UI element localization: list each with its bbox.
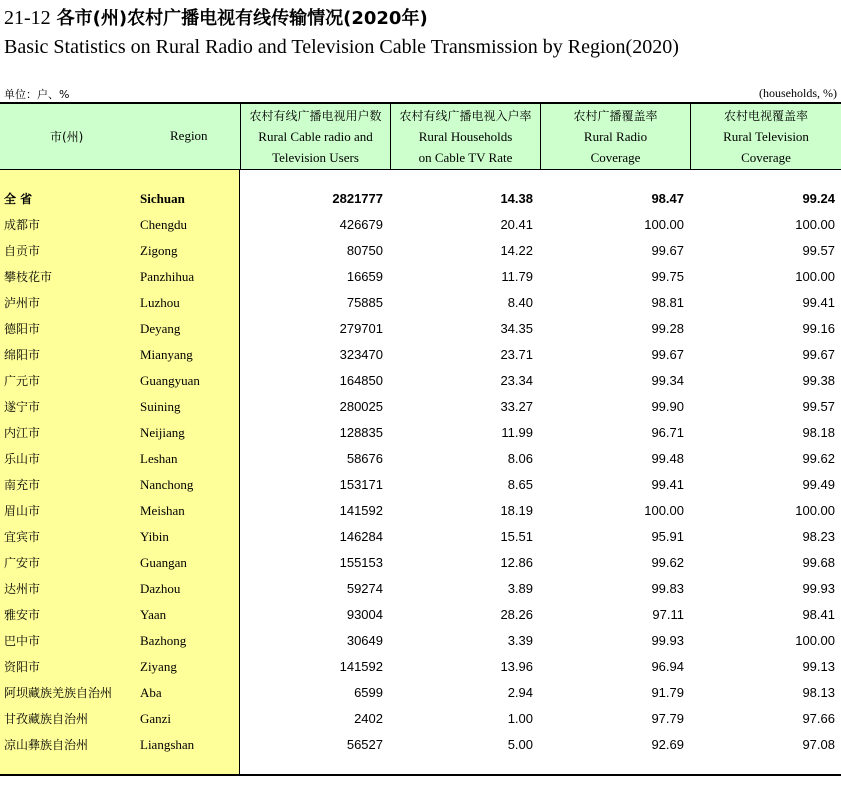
table-row (0, 550, 841, 576)
tv-coverage-value: 98.13 (802, 685, 835, 700)
radio-coverage-value: 91.79 (651, 685, 684, 700)
cable-rate-value: 34.35 (500, 321, 533, 336)
region-name-cn: 乐山市 (4, 452, 41, 466)
region-name-cn: 资阳市 (4, 660, 41, 674)
cable-users-value: 59274 (346, 581, 383, 596)
tv-coverage-value: 97.66 (802, 711, 835, 726)
header-tv-coverage-en2: Coverage (741, 149, 791, 165)
region-name-en: Neijiang (140, 425, 185, 440)
radio-coverage-value: 92.69 (651, 737, 684, 752)
region-name-cn: 凉山彝族自治州 (4, 738, 89, 752)
radio-coverage-value: 99.34 (651, 373, 684, 388)
tv-coverage-value: 98.41 (802, 607, 835, 622)
header-cable-rate (390, 104, 540, 169)
header-radio-coverage (540, 104, 690, 169)
header-cable-users-en2: Television Users (272, 149, 359, 165)
region-name-en: Yaan (140, 607, 167, 622)
radio-coverage-value: 100.00 (644, 503, 684, 518)
radio-coverage-value: 99.93 (651, 633, 684, 648)
region-name-cn: 巴中市 (4, 634, 41, 648)
table-row (0, 472, 841, 498)
cable-rate-value: 33.27 (500, 399, 533, 414)
radio-coverage-value: 99.28 (651, 321, 684, 336)
cable-users-value: 6599 (354, 685, 383, 700)
region-name-cn: 绵阳市 (4, 348, 41, 362)
region-name-en: Guangan (140, 555, 187, 570)
region-name-en: Sichuan (140, 191, 185, 206)
cable-rate-value: 3.89 (507, 581, 533, 596)
tv-coverage-value: 100.00 (795, 269, 835, 284)
header-tv-coverage-cn: 农村电视覆盖率 (723, 108, 808, 123)
radio-coverage-value: 98.47 (651, 191, 684, 206)
region-name-cn: 攀枝花市 (4, 270, 53, 284)
table-row (0, 342, 841, 368)
header-cable-rate-cn: 农村有线广播电视入户率 (399, 108, 532, 123)
cable-rate-value: 23.71 (500, 347, 533, 362)
table-row (0, 290, 841, 316)
region-name-en: Ziyang (140, 659, 177, 674)
table-title-en: Basic Statistics on Rural Radio and Television Cable Transmission by Region(2020) (4, 36, 679, 58)
table-row (0, 316, 841, 342)
table-row (0, 576, 841, 602)
cable-users-value: 146284 (339, 529, 383, 544)
table-title-cn (4, 4, 428, 30)
cable-users-value: 164850 (339, 373, 383, 388)
radio-coverage-value: 100.00 (644, 217, 684, 232)
unit-label-en: (households, %) (759, 86, 837, 100)
cable-rate-value: 8.06 (507, 451, 533, 466)
tv-coverage-value: 100.00 (795, 633, 835, 648)
radio-coverage-value: 95.91 (651, 529, 684, 544)
tv-coverage-value: 99.41 (802, 295, 835, 310)
cable-rate-value: 15.51 (500, 529, 533, 544)
region-name-en: Dazhou (140, 581, 181, 596)
unit-label-cn: 单位：户、% (4, 88, 70, 101)
header-radio-coverage-en2: Coverage (590, 149, 641, 165)
region-name-cn: 广元市 (4, 374, 41, 388)
table-row (0, 264, 841, 290)
region-name-en: Chengdu (140, 217, 187, 232)
header-cable-users (240, 104, 390, 169)
cable-rate-value: 8.65 (507, 477, 533, 492)
tv-coverage-value: 99.13 (802, 659, 835, 674)
header-cable-rate-en2: on Cable TV Rate (418, 149, 513, 165)
region-name-en: Bazhong (140, 633, 187, 648)
cable-rate-value: 20.41 (500, 217, 533, 232)
region-name-cn: 南充市 (4, 478, 41, 492)
radio-coverage-value: 96.71 (651, 425, 684, 440)
radio-coverage-value: 99.62 (651, 555, 684, 570)
region-name-en: Suining (140, 399, 181, 414)
region-name-en: Deyang (140, 321, 181, 336)
tv-coverage-value: 99.49 (802, 477, 835, 492)
cable-users-value: 426679 (339, 217, 383, 232)
table-row (0, 498, 841, 524)
tv-coverage-value: 99.93 (802, 581, 835, 596)
tv-coverage-value: 99.16 (802, 321, 835, 336)
region-name-cn: 达州市 (4, 582, 41, 596)
table-row (0, 706, 841, 732)
tv-coverage-value: 100.00 (795, 217, 835, 232)
tv-coverage-value: 100.00 (795, 503, 835, 518)
tv-coverage-value: 99.67 (802, 347, 835, 362)
cable-rate-value: 1.00 (507, 711, 533, 726)
cable-rate-value: 13.96 (500, 659, 533, 674)
tv-coverage-value: 99.57 (802, 399, 835, 414)
table-row (0, 368, 841, 394)
header-cable-users-cn: 农村有线广播电视用户数 (249, 108, 382, 123)
cable-rate-value: 14.22 (500, 243, 533, 258)
table-row (0, 420, 841, 446)
region-name-cn: 成都市 (4, 218, 41, 232)
region-name-cn: 遂宁市 (4, 400, 41, 414)
radio-coverage-value: 99.90 (651, 399, 684, 414)
radio-coverage-value: 99.41 (651, 477, 684, 492)
cable-rate-value: 2.94 (507, 685, 533, 700)
table-row (0, 628, 841, 654)
header-radio-coverage-en1: Rural Radio (583, 128, 648, 144)
region-name-cn: 阿坝藏族羌族自治州 (4, 686, 113, 700)
header-cable-rate-en1: Rural Households (418, 128, 513, 144)
cable-rate-value: 28.26 (500, 607, 533, 622)
region-name-cn: 全 省 (4, 192, 33, 206)
table-row (0, 602, 841, 628)
cable-rate-value: 11.99 (501, 425, 533, 440)
region-name-en: Leshan (140, 451, 178, 466)
table-row (0, 732, 841, 758)
table-row-total (0, 186, 841, 212)
cable-rate-value: 23.34 (500, 373, 533, 388)
cable-users-value: 141592 (339, 659, 383, 674)
radio-coverage-value: 99.48 (651, 451, 684, 466)
cable-users-value: 128835 (339, 425, 383, 440)
cable-users-value: 141592 (339, 503, 383, 518)
radio-coverage-value: 99.83 (651, 581, 684, 596)
table-row (0, 680, 841, 706)
radio-coverage-value: 98.81 (651, 295, 684, 310)
table-row (0, 394, 841, 420)
tv-coverage-value: 97.08 (802, 737, 835, 752)
region-name-cn: 雅安市 (4, 608, 41, 622)
table-row (0, 212, 841, 238)
region-name-en: Luzhou (140, 295, 180, 310)
cable-users-value: 153171 (339, 477, 383, 492)
cable-users-value: 280025 (339, 399, 383, 414)
cable-rate-value: 12.86 (500, 555, 533, 570)
header-city-cn: 市(州) (50, 130, 84, 144)
cable-users-value: 75885 (346, 295, 383, 310)
header-tv-coverage (690, 104, 841, 169)
cable-users-value: 93004 (346, 607, 383, 622)
region-name-en: Yibin (140, 529, 169, 544)
table-header (0, 104, 841, 170)
header-cable-users-en1: Rural Cable radio and (258, 128, 373, 144)
cable-rate-value: 5.00 (507, 737, 533, 752)
region-name-cn: 内江市 (4, 426, 41, 440)
region-name-cn: 眉山市 (4, 504, 41, 518)
cable-rate-value: 3.39 (507, 633, 533, 648)
cable-users-value: 279701 (339, 321, 383, 336)
radio-coverage-value: 99.75 (651, 269, 684, 284)
region-name-cn: 泸州市 (4, 296, 41, 310)
table-row (0, 654, 841, 680)
region-name-en: Zigong (140, 243, 178, 258)
region-name-en: Liangshan (140, 737, 195, 752)
region-name-cn: 甘孜藏族自治州 (4, 712, 89, 726)
header-region-cell (0, 104, 240, 169)
statistics-table (0, 102, 841, 776)
cable-users-value: 30649 (346, 633, 383, 648)
region-name-en: Meishan (140, 503, 185, 518)
region-name-en: Ganzi (140, 711, 172, 726)
region-name-en: Mianyang (140, 347, 193, 362)
region-name-cn: 德阳市 (4, 322, 41, 336)
tv-coverage-value: 98.23 (802, 529, 835, 544)
region-name-cn: 自贡市 (4, 244, 41, 258)
region-name-en: Aba (140, 685, 162, 700)
cable-users-value: 323470 (339, 347, 383, 362)
cable-rate-value: 14.38 (500, 191, 533, 206)
cable-users-value: 58676 (346, 451, 383, 466)
table-row (0, 446, 841, 472)
table-row (0, 238, 841, 264)
tv-coverage-value: 99.38 (802, 373, 835, 388)
cable-users-value: 155153 (339, 555, 383, 570)
header-radio-coverage-cn: 农村广播覆盖率 (573, 108, 658, 123)
table-title-cn-text: 各市(州)农村广播电视有线传输情况(2020年) (56, 8, 428, 29)
radio-coverage-value: 96.94 (651, 659, 684, 674)
radio-coverage-value: 97.11 (652, 607, 684, 622)
tv-coverage-value: 98.18 (802, 425, 835, 440)
tv-coverage-value: 99.68 (802, 555, 835, 570)
radio-coverage-value: 99.67 (651, 347, 684, 362)
cable-users-value: 80750 (346, 243, 383, 258)
region-name-cn: 广安市 (4, 556, 41, 570)
table-row (0, 524, 841, 550)
header-region-en: Region (170, 128, 208, 143)
cable-rate-value: 18.19 (500, 503, 533, 518)
cable-rate-value: 8.40 (507, 295, 533, 310)
cable-users-value: 2402 (354, 711, 383, 726)
region-name-cn: 宜宾市 (4, 530, 41, 544)
region-name-en: Guangyuan (140, 373, 200, 388)
cable-users-value: 56527 (346, 737, 383, 752)
cable-users-value: 2821777 (332, 191, 383, 206)
tv-coverage-value: 99.62 (802, 451, 835, 466)
header-tv-coverage-en1: Rural Television (723, 128, 809, 144)
tv-coverage-value: 99.24 (802, 191, 835, 206)
radio-coverage-value: 99.67 (651, 243, 684, 258)
region-name-en: Panzhihua (140, 269, 195, 284)
cable-rate-value: 11.79 (501, 269, 533, 284)
tv-coverage-value: 99.57 (802, 243, 835, 258)
region-name-en: Nanchong (140, 477, 194, 492)
radio-coverage-value: 97.79 (651, 711, 684, 726)
table-number: 21-12 (4, 7, 51, 29)
cable-users-value: 16659 (346, 269, 383, 284)
